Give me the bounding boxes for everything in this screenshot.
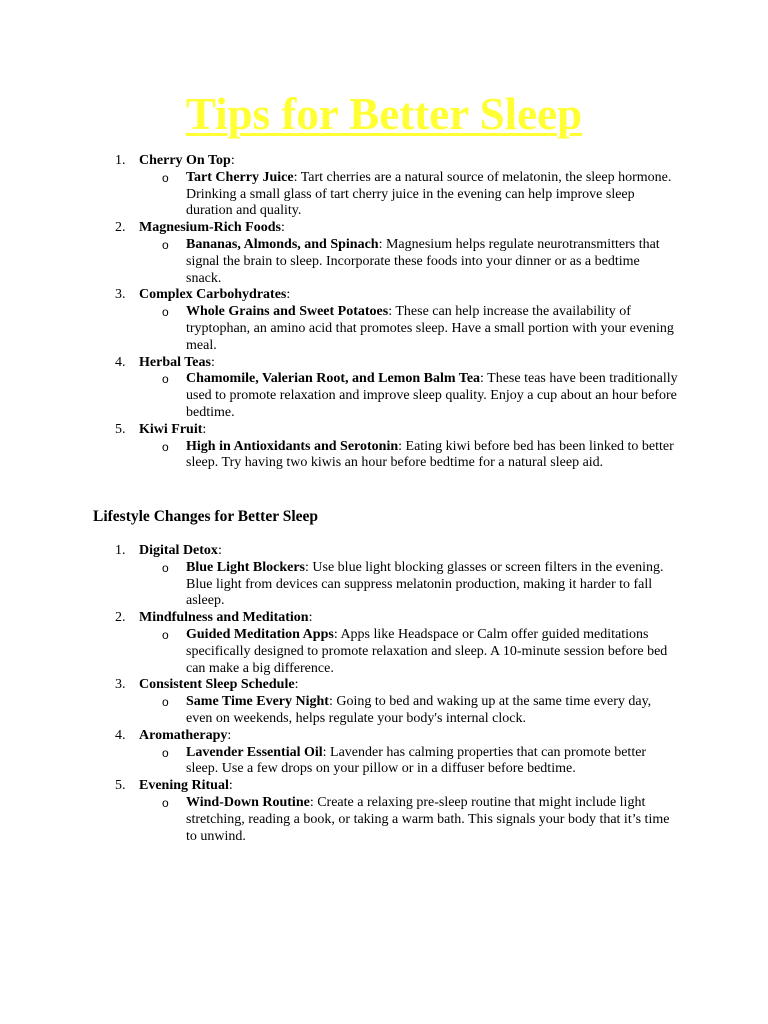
list-item bbox=[0, 153, 768, 220]
sub-item-name: Same Time Every Night bbox=[186, 694, 329, 710]
hollow-circle-bullet-icon: o bbox=[162, 627, 169, 642]
item-name: Cherry On Top bbox=[139, 153, 231, 168]
item-name: Mindfulness and Meditation bbox=[139, 610, 309, 626]
page-title: Tips for Better Sleep bbox=[185, 89, 583, 139]
sub-item bbox=[0, 795, 768, 845]
list-item bbox=[0, 543, 768, 610]
item-number: 5. bbox=[115, 421, 126, 437]
sub-item bbox=[0, 745, 768, 779]
sub-item-name: Guided Meditation Apps bbox=[186, 626, 334, 642]
hollow-circle-bullet-icon: o bbox=[162, 795, 169, 810]
hollow-circle-bullet-icon: o bbox=[162, 560, 169, 575]
sub-item-text: : Create a relaxing pre-sleep routine that might include light stretching, reading a book, or taking a warm bath. This signals your body that it’s time to unwind. bbox=[186, 794, 670, 844]
list-item bbox=[0, 220, 768, 287]
item-name: Evening Ritual bbox=[139, 778, 229, 794]
sub-item-text: : Apps like Headspace or Calm offer guided meditations specifically designed to promote relaxation and sleep. A 10-minute session before bed can make a big difference. bbox=[186, 626, 668, 676]
item-number: 1. bbox=[115, 543, 126, 558]
sub-item bbox=[0, 304, 768, 354]
item-number: 3. bbox=[115, 287, 126, 303]
sub-item bbox=[0, 560, 768, 610]
sub-item bbox=[0, 237, 768, 287]
sub-item-name: Bananas, Almonds, and Spinach bbox=[186, 236, 379, 252]
sub-item-name: Wind-Down Routine bbox=[186, 794, 310, 810]
list-item bbox=[0, 355, 768, 422]
section-heading: Lifestyle Changes for Better Sleep bbox=[93, 508, 318, 525]
item-name: Complex Carbohydrates bbox=[139, 287, 287, 303]
hollow-circle-bullet-icon: o bbox=[162, 237, 169, 252]
sub-item-text: : Eating kiwi before bed has been linked to better sleep. Try having two kiwis an hour before bedtime for a natural sleep aid. bbox=[186, 438, 674, 471]
sub-item-text: : Going to bed and waking up at the same time every day, even on weekends, helps regulate your body's internal clock. bbox=[186, 694, 652, 726]
item-colon: : bbox=[210, 354, 215, 370]
sub-item bbox=[0, 627, 768, 677]
lifestyle-list bbox=[0, 543, 768, 845]
item-colon: : bbox=[228, 778, 233, 794]
hollow-circle-bullet-icon: o bbox=[162, 439, 169, 454]
sub-item-name: Lavender Essential Oil bbox=[186, 744, 323, 760]
list-item bbox=[0, 677, 768, 727]
item-colon: : bbox=[217, 543, 222, 558]
item-name: Aromatherapy bbox=[139, 727, 228, 743]
sub-item-name: Blue Light Blockers bbox=[186, 559, 306, 575]
sub-item bbox=[0, 170, 768, 220]
item-name: Magnesium-Rich Foods bbox=[139, 220, 281, 236]
sub-item bbox=[0, 371, 768, 421]
sub-item-text: : Lavender has calming properties that can promote better sleep. Use a few drops on your pillow or in a diffuser before bedtime. bbox=[186, 744, 647, 777]
hollow-circle-bullet-icon: o bbox=[162, 372, 169, 387]
item-colon: : bbox=[227, 727, 232, 743]
sub-item-text: : Use blue light blocking glasses or screen filters in the evening. Blue light from devices can suppress melatonin production, making it harder to fall asleep. bbox=[186, 559, 664, 609]
item-colon: : bbox=[280, 220, 285, 236]
item-name: Consistent Sleep Schedule bbox=[139, 677, 295, 693]
sub-item-text: : Magnesium helps regulate neurotransmitters that signal the brain to sleep. Incorporate these foods into your dinner or as a bedtime snack. bbox=[186, 236, 660, 286]
item-name: Kiwi Fruit bbox=[139, 421, 203, 437]
hollow-circle-bullet-icon: o bbox=[162, 745, 169, 760]
lifestyle-section bbox=[0, 507, 768, 845]
item-name: Herbal Teas bbox=[139, 354, 211, 370]
sub-item-name: Whole Grains and Sweet Potatoes bbox=[186, 304, 389, 320]
item-number: 2. bbox=[115, 220, 126, 236]
item-number: 4. bbox=[115, 354, 126, 370]
sub-item-name: Tart Cherry Juice bbox=[186, 169, 294, 185]
list-item bbox=[0, 778, 768, 845]
hollow-circle-bullet-icon: o bbox=[162, 305, 169, 320]
list-item bbox=[0, 728, 768, 778]
hollow-circle-bullet-icon: o bbox=[162, 695, 169, 710]
item-name: Digital Detox bbox=[139, 543, 218, 558]
item-number: 5. bbox=[115, 778, 126, 794]
sub-item bbox=[0, 439, 768, 473]
item-colon: : bbox=[294, 677, 299, 693]
sub-item bbox=[0, 694, 768, 728]
list-item bbox=[0, 610, 768, 677]
tips-section bbox=[0, 153, 768, 472]
list-item bbox=[0, 287, 768, 354]
sub-item-name: High in Antioxidants and Serotonin bbox=[186, 438, 399, 454]
item-number: 3. bbox=[115, 677, 126, 693]
item-colon: : bbox=[308, 610, 313, 626]
item-colon: : bbox=[286, 287, 291, 303]
hollow-circle-bullet-icon: o bbox=[162, 170, 169, 185]
sub-item-text: : These can help increase the availability of tryptophan, an amino acid that promotes sleep. Have a small portion with your evening meal. bbox=[186, 304, 674, 353]
sub-item-text: : These teas have been traditionally used to promote relaxation and improve sleep quality. Enjoy a cup about an hour before bedtime. bbox=[186, 371, 678, 420]
sub-item-text: : Tart cherries are a natural source of melatonin, the sleep hormone. Drinking a small glass of tart cherry juice in the evening can help improve sleep duration and quality. bbox=[186, 169, 672, 219]
list-item bbox=[0, 422, 768, 472]
tips-list bbox=[0, 153, 768, 472]
item-number: 2. bbox=[115, 610, 126, 626]
item-number: 4. bbox=[115, 727, 126, 743]
item-colon: : bbox=[230, 153, 235, 168]
sub-item-name: Chamomile, Valerian Root, and Lemon Balm Tea bbox=[186, 371, 481, 387]
item-colon: : bbox=[202, 421, 207, 437]
item-number: 1. bbox=[115, 153, 126, 168]
